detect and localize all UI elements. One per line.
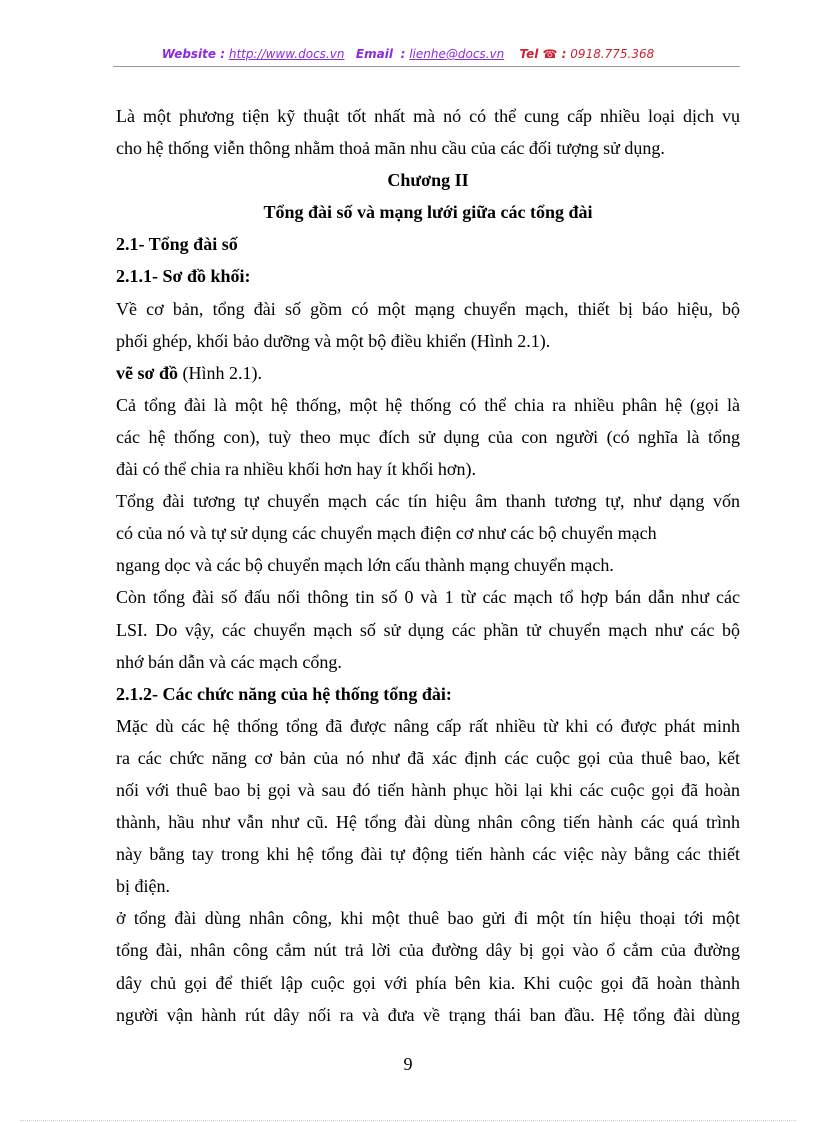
header-rule (113, 66, 740, 67)
figure-reference-bold: vẽ sơ đồ (116, 362, 178, 383)
text-line: nối với thuê bao bị gọi và sau đó tiến hành phục hồi lại khi các cuộc gọi đã hoàn (116, 779, 740, 800)
subsection-heading: 2.1.2- Các chức năng của hệ thống tổng đài: (116, 683, 452, 704)
text-line: Cả tổng đài là một hệ thống, một hệ thống có thể chia ra nhiều phân hệ (gọi là (116, 394, 740, 415)
text-line: Mặc dù các hệ thống tổng đã được nâng cấp rất nhiều từ khi có được phát minh (116, 715, 740, 736)
page-header (0, 47, 816, 61)
text-line: ngang dọc và các bộ chuyển mạch lớn cấu thành mạng chuyển mạch. (116, 555, 614, 576)
website-link[interactable]: http://www.docs.vn (228, 47, 345, 61)
text-line: cho hệ thống viễn thông nhằm thoả mãn nhu cầu của các đối tượng sử dụng. (116, 138, 665, 159)
text-line: Về cơ bản, tổng đài số gồm có một mạng chuyển mạch, thiết bị báo hiệu, bộ (116, 298, 740, 319)
text-line: các hệ thống con), tuỳ theo mục đích sử dụng của con người (có nghĩa là tổng (116, 426, 740, 447)
tel-label: Tel ☎ : (519, 47, 567, 61)
email-separator: : (400, 47, 406, 61)
page-number: 9 (403, 1054, 413, 1074)
text-line: ở tổng đài dùng nhân công, khi một thuê bao gửi đi một tín hiệu thoại tới một (116, 908, 740, 929)
text-line: bị điện. (116, 876, 170, 897)
chapter-heading: Chương II (387, 170, 469, 191)
chapter-title: Tổng đài số và mạng lưới giữa các tổng đài (263, 202, 593, 223)
text-line: ra các chức năng cơ bản của nó như đã xác định các cuộc gọi của thuê bao, kết (116, 747, 740, 768)
text-line: nhớ bán dẫn và các mạch cổng. (116, 651, 342, 672)
section-heading: 2.1- Tổng đài số (116, 234, 238, 255)
text-line: tổng đài, nhân công cắm nút trả lời của đường dây bị gọi vào ổ cắm của đường (116, 940, 740, 961)
figure-reference-rest: (Hình 2.1). (177, 362, 262, 383)
text-line: này bằng tay trong khi hệ tổng đài tự động tiến hành các việc này bằng các thiết (116, 844, 740, 865)
document-body (116, 100, 740, 1031)
text-line: đài có thể chia ra nhiều khối hơn hay ít khối hơn). (116, 459, 476, 480)
text-line: thành, hầu như vẫn như cũ. Hệ tổng đài dùng nhân công tiến hành các quá trình (116, 812, 740, 833)
website-label: Website : (161, 47, 226, 61)
text-line: người vận hành rút dây nối ra và đưa về trạng thái ban đầu. Hệ tổng đài dùng (116, 1004, 740, 1025)
figure-reference (116, 357, 740, 389)
email-link[interactable]: lienhe@docs.vn (409, 47, 505, 61)
text-line: Là một phương tiện kỹ thuật tốt nhất mà nó có thể cung cấp nhiều loại dịch vụ (116, 106, 740, 126)
text-line: có của nó và tự sử dụng các chuyển mạch điện cơ như các bộ chuyển mạch (116, 523, 657, 544)
text-line: Tổng đài tương tự chuyển mạch các tín hiệu âm thanh tương tự, như dạng vốn (116, 491, 740, 512)
email-label: Email (355, 47, 393, 61)
text-line: LSI. Do vậy, các chuyển mạch số sử dụng các phần tử chuyển mạch như các bộ (116, 619, 740, 640)
text-line: Còn tổng đài số đấu nối thông tin số 0 và 1 từ các mạch tổ hợp bán dẫn như các (116, 587, 740, 608)
page-bottom-border (20, 1120, 796, 1121)
text-line: dây chủ gọi để thiết lập cuộc gọi với phía bên kia. Khi cuộc gọi đã hoàn thành (116, 972, 740, 993)
subsection-heading: 2.1.1- Sơ đồ khối: (116, 266, 251, 287)
text-line: phối ghép, khối bảo dưỡng và một bộ điều khiển (Hình 2.1). (116, 330, 551, 351)
tel-value: 0918.775.368 (570, 47, 655, 61)
